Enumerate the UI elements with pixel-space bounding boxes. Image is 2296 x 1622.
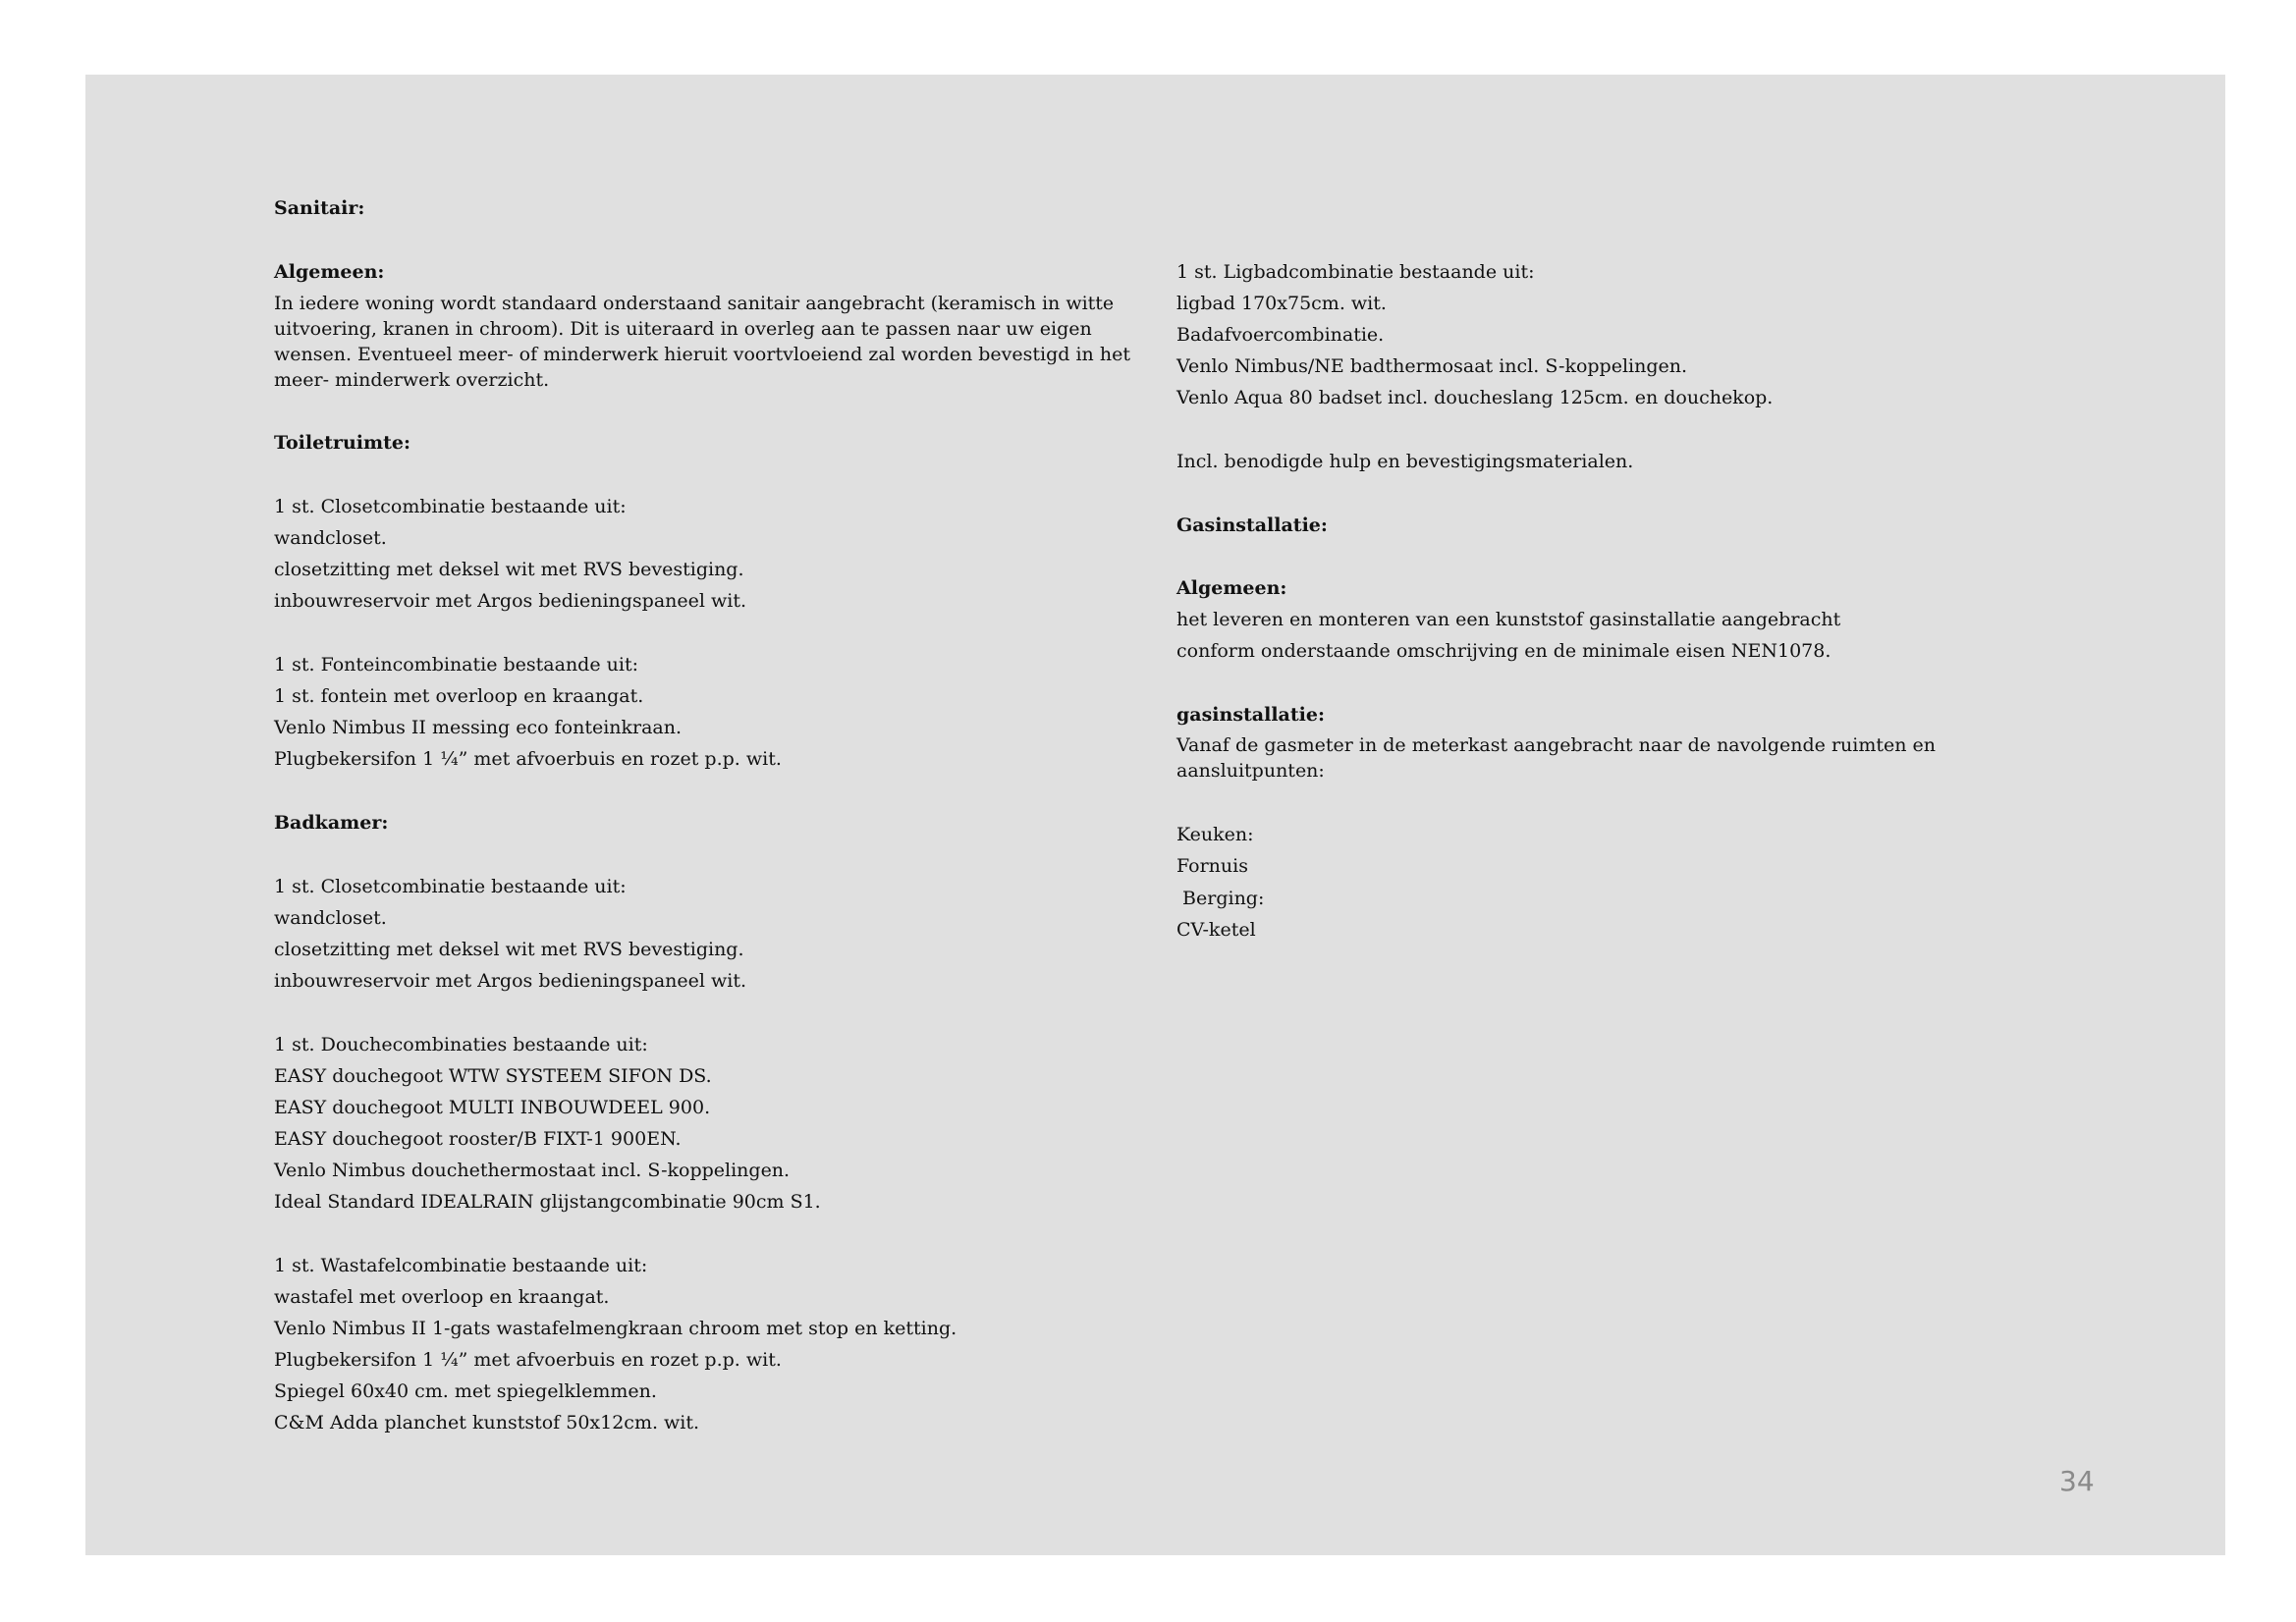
list-item: 1 st. Ligbadcombinatie bestaande uit:: [1176, 261, 1535, 283]
list-item: 1 st. Fonteincombinatie bestaande uit:: [274, 654, 638, 676]
list-item: EASY douchegoot rooster/B FIXT-1 900EN.: [274, 1128, 682, 1150]
list-item: Venlo Nimbus/NE badthermosaat incl. S-koppelingen.: [1176, 355, 1688, 377]
algemeen-text-line: wensen. Eventueel meer- of minderwerk hieruit voortvloeiend zal worden bevestigd in het: [274, 344, 1130, 365]
list-item: Venlo Nimbus II messing eco fonteinkraan.: [274, 717, 683, 738]
list-item: 1 st. Wastafelcombinatie bestaande uit:: [274, 1255, 648, 1276]
gasinstallatie-subheading: gasinstallatie:: [1176, 704, 1325, 726]
algemeen-text-line: uitvoering, kranen in chroom). Dit is uiteraard in overleg aan te passen naar uw eigen: [274, 318, 1092, 340]
sanitair-heading: Sanitair:: [274, 197, 365, 219]
list-item: wandcloset.: [274, 527, 387, 549]
list-item: Badafvoercombinatie.: [1176, 324, 1385, 346]
list-item: 1 st. Closetcombinatie bestaande uit:: [274, 496, 627, 517]
room-item: Fornuis: [1176, 855, 1248, 877]
list-item: Plugbekersifon 1 ¼” met afvoerbuis en rozet p.p. wit.: [274, 748, 782, 770]
list-item: closetzitting met deksel wit met RVS bevestiging.: [274, 939, 744, 960]
list-item: Venlo Nimbus douchethermostaat incl. S-koppelingen.: [274, 1160, 791, 1181]
room-item: CV-ketel: [1176, 919, 1256, 941]
toiletruimte-heading: Toiletruimte:: [274, 432, 410, 454]
badkamer-heading: Badkamer:: [274, 812, 389, 834]
algemeen-text-line: In iedere woning wordt standaard onderstaand sanitair aangebracht (keramisch in witte: [274, 293, 1115, 314]
room-item: Keuken:: [1176, 824, 1254, 845]
page-number: 34: [2059, 1465, 2095, 1497]
room-item: Berging:: [1176, 888, 1265, 909]
list-item: ligbad 170x75cm. wit.: [1176, 293, 1387, 314]
incl-text: Incl. benodigde hulp en bevestigingsmaterialen.: [1176, 451, 1634, 472]
list-item: inbouwreservoir met Argos bedieningspaneel wit.: [274, 590, 747, 612]
list-item: wandcloset.: [274, 907, 387, 929]
list-item: 1 st. fontein met overloop en kraangat.: [274, 685, 644, 707]
list-item: inbouwreservoir met Argos bedieningspaneel wit.: [274, 970, 747, 992]
list-item: C&M Adda planchet kunststof 50x12cm. wit.: [274, 1412, 700, 1433]
list-item: Plugbekersifon 1 ¼” met afvoerbuis en rozet p.p. wit.: [274, 1349, 782, 1371]
gas-text-line: Vanaf de gasmeter in de meterkast aangebracht naar de navolgende ruimten en: [1176, 734, 1937, 756]
list-item: 1 st. Douchecombinaties bestaande uit:: [274, 1034, 648, 1055]
algemeen-heading: Algemeen:: [274, 261, 385, 283]
list-item: 1 st. Closetcombinatie bestaande uit:: [274, 876, 627, 897]
gas-algemeen-line: het leveren en monteren van een kunststof gasinstallatie aangebracht: [1176, 609, 1841, 630]
list-item: Venlo Aqua 80 badset incl. doucheslang 125cm. en douchekop.: [1176, 387, 1774, 408]
list-item: wastafel met overloop en kraangat.: [274, 1286, 610, 1308]
gasinstallatie-heading: Gasinstallatie:: [1176, 514, 1328, 536]
list-item: Ideal Standard IDEALRAIN glijstangcombinatie 90cm S1.: [274, 1191, 821, 1213]
list-item: EASY douchegoot MULTI INBOUWDEEL 900.: [274, 1097, 711, 1118]
gas-algemeen-line: conform onderstaande omschrijving en de minimale eisen NEN1078.: [1176, 640, 1831, 662]
list-item: Spiegel 60x40 cm. met spiegelklemmen.: [274, 1380, 657, 1402]
list-item: EASY douchegoot WTW SYSTEEM SIFON DS.: [274, 1065, 712, 1087]
gas-algemeen-heading: Algemeen:: [1176, 577, 1287, 599]
list-item: Venlo Nimbus II 1-gats wastafelmengkraan chroom met stop en ketting.: [274, 1318, 957, 1339]
algemeen-text-line: meer- minderwerk overzicht.: [274, 369, 550, 391]
document-page: [85, 75, 2225, 1555]
gas-text-line: aansluitpunten:: [1176, 760, 1325, 782]
list-item: closetzitting met deksel wit met RVS bevestiging.: [274, 559, 744, 580]
